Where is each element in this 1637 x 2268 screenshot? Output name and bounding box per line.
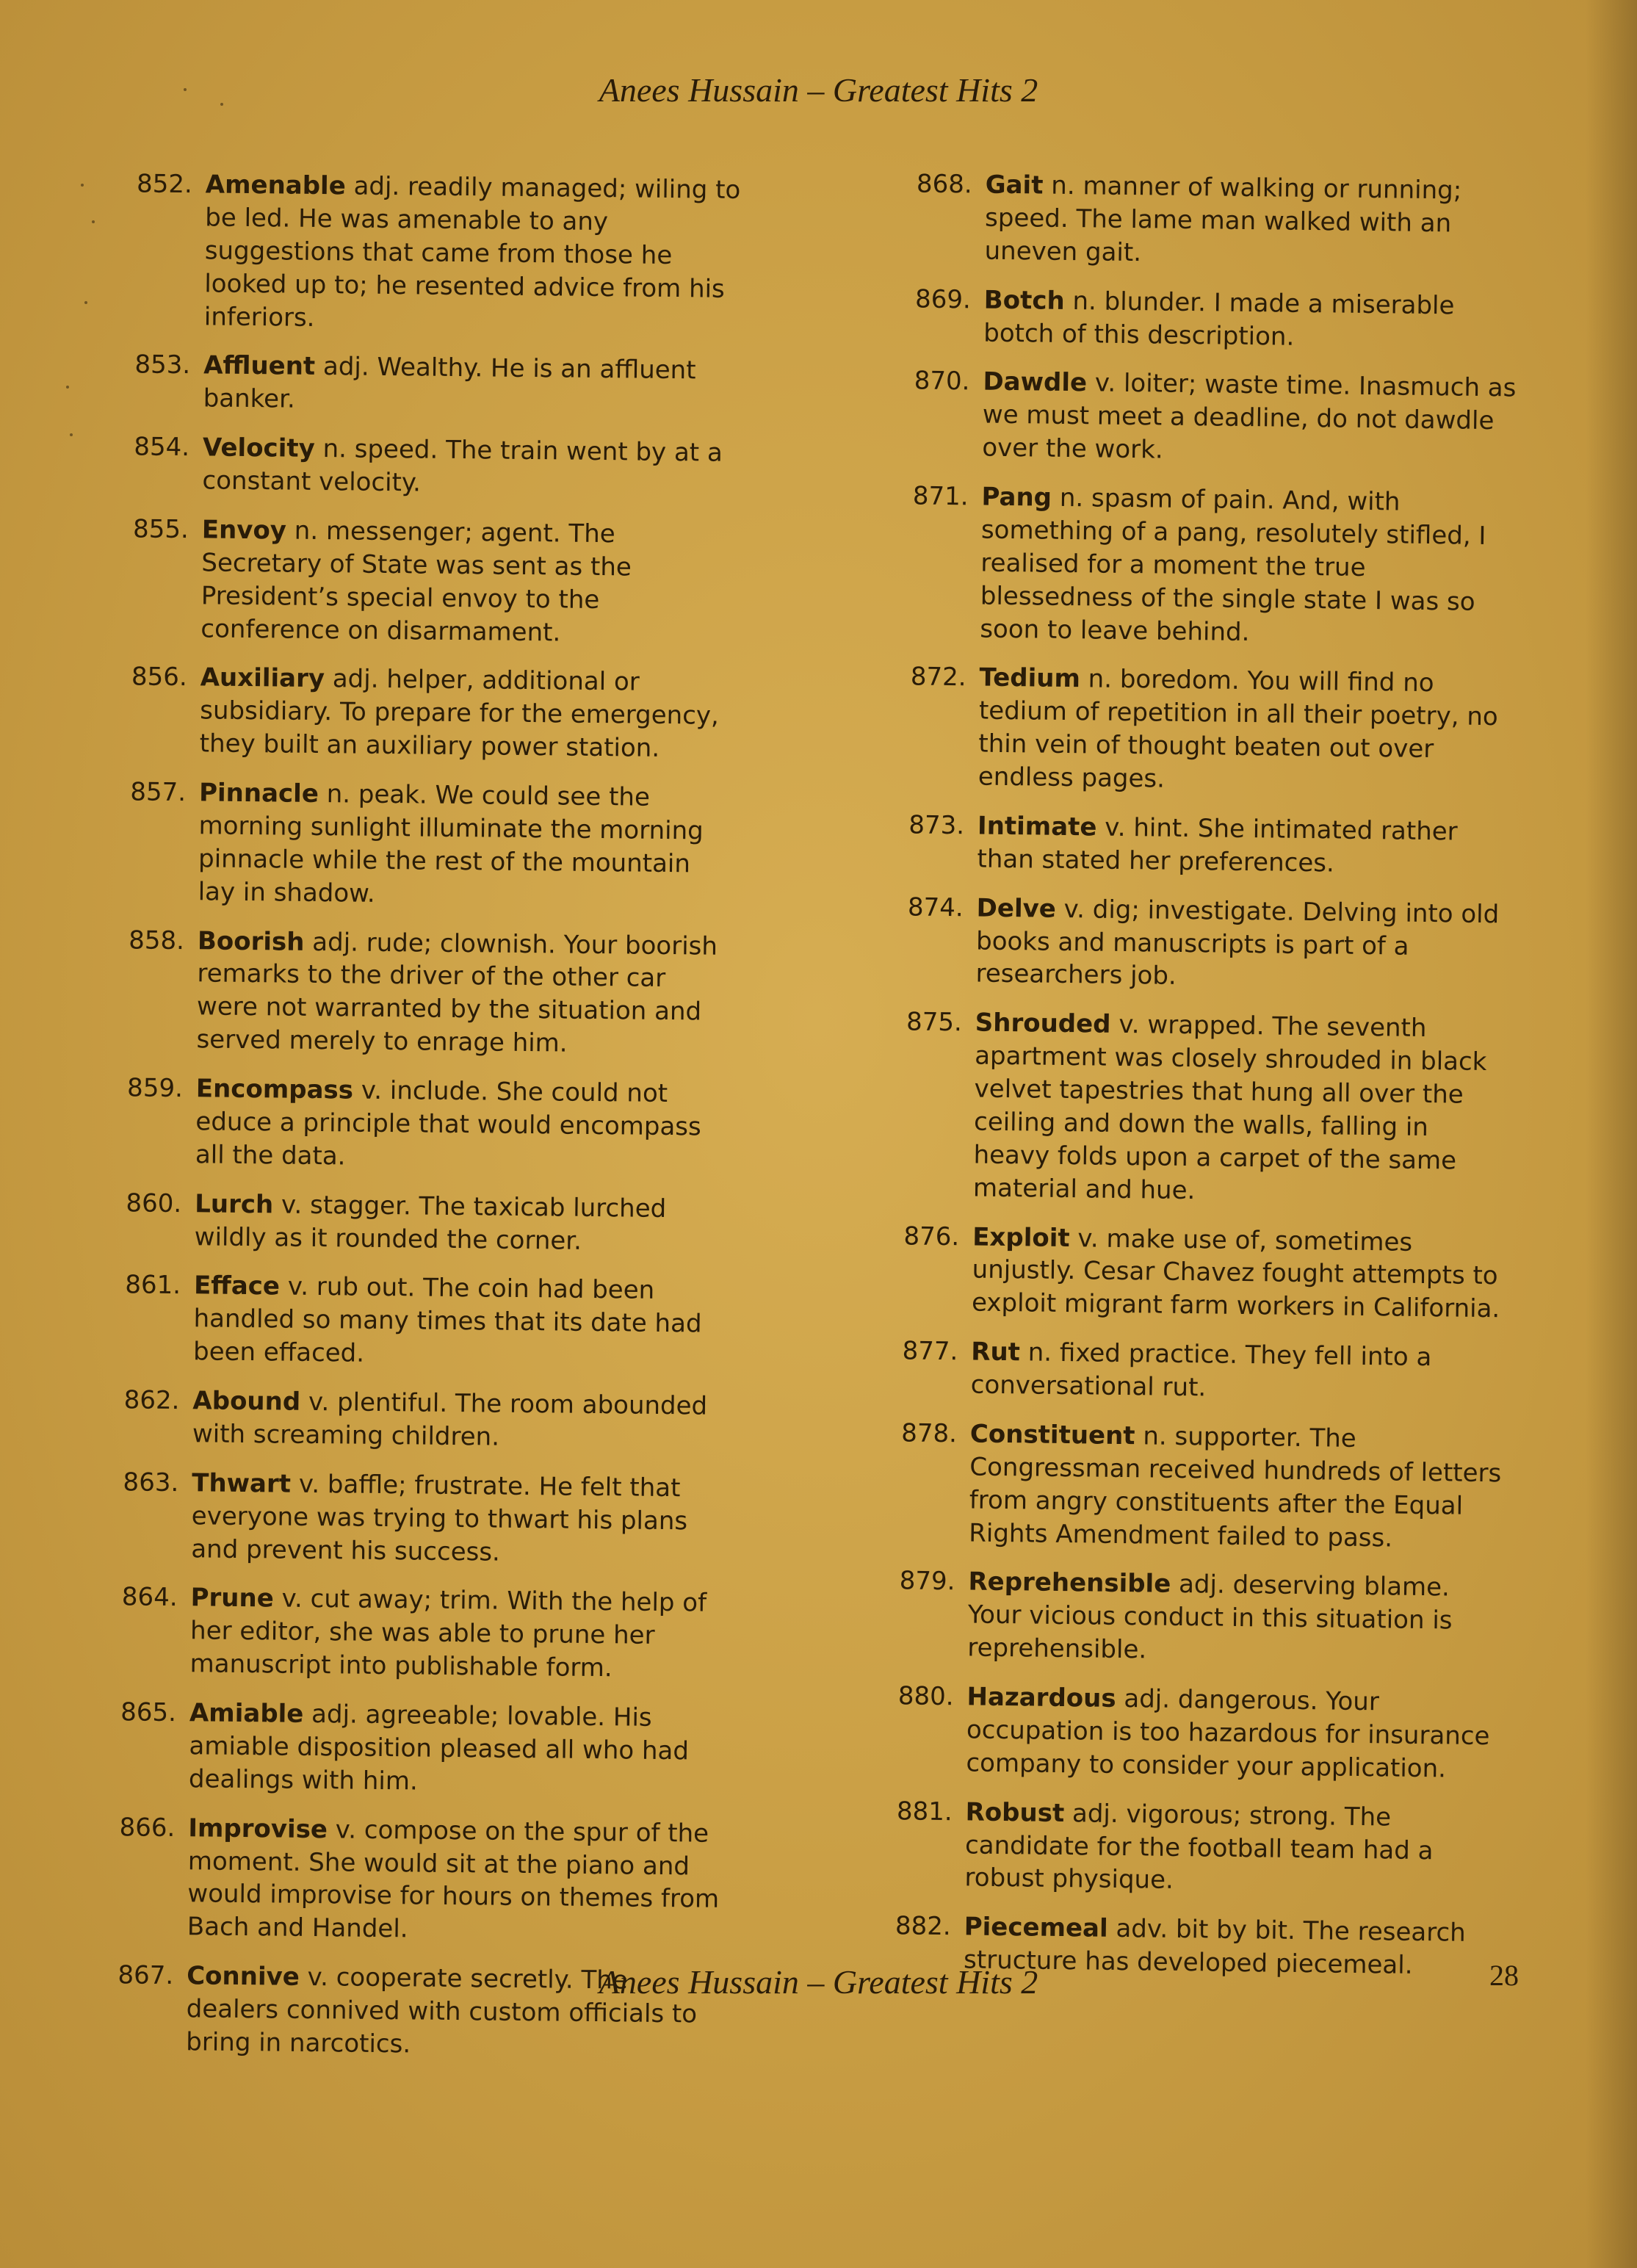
entry-text	[187, 1812, 725, 1949]
entry-text	[196, 925, 734, 1062]
vocab-entry	[97, 1384, 729, 1456]
vocab-entry	[109, 167, 742, 339]
entry-text	[189, 1697, 726, 1801]
entry-number: 872.	[910, 662, 966, 693]
entry-headword: Botch	[983, 285, 1065, 316]
entry-number: 852.	[136, 169, 192, 200]
entry-headword: Thwart	[192, 1468, 292, 1499]
entry-headword: Lurch	[195, 1188, 274, 1220]
entry-number: 882.	[895, 1911, 951, 1942]
entry-text	[964, 1796, 1502, 1902]
entry-headword: Delve	[976, 893, 1057, 924]
entry-number: 854.	[134, 432, 190, 463]
vocab-entry	[872, 1564, 1505, 1671]
entry-text	[969, 1418, 1506, 1556]
entry-headword: Pinnacle	[198, 778, 319, 809]
entry-number: 875.	[906, 1007, 963, 1038]
page-number: 28	[1489, 1959, 1519, 1992]
entry-number: 877.	[902, 1336, 958, 1367]
entry-definition: adj. readily managed; wiling to be led. He was amenable to any suggestions that came from those he looked up to; he resented advice from his inferiors.	[203, 171, 741, 333]
entry-number: 855.	[132, 514, 189, 545]
entry-definition: v. plentiful. The room abounded with screaming children.	[192, 1387, 708, 1452]
entry-number: 879.	[899, 1566, 955, 1597]
entry-text	[970, 1336, 1507, 1409]
entry-headword: Prune	[190, 1583, 274, 1614]
entry-headword: Auxiliary	[200, 662, 325, 694]
right-column	[868, 167, 1522, 1999]
entry-number: 865.	[120, 1697, 177, 1728]
entry-definition: v. cut away; trim. With the help of her editor, she was able to prune her manuscript into publishable form.	[189, 1583, 707, 1683]
entry-headword: Hazardous	[966, 1682, 1116, 1713]
entry-text	[983, 284, 1520, 356]
entry-headword: Affluent	[203, 350, 316, 382]
vocab-entry	[878, 1005, 1511, 1211]
entry-text	[975, 892, 1513, 997]
paper-speck	[81, 184, 84, 187]
vocab-entry	[881, 809, 1514, 882]
vocab-entry	[876, 1219, 1509, 1326]
entry-text	[980, 481, 1518, 652]
running-head: Anees Hussain – Greatest Hits 2	[599, 71, 1038, 109]
entry-number: 874.	[907, 892, 964, 922]
vocab-entry	[100, 1072, 732, 1177]
paper-speck	[70, 433, 73, 436]
entry-headword: Shrouded	[975, 1008, 1111, 1040]
entry-number: 861.	[125, 1270, 181, 1301]
vocab-entry	[889, 167, 1522, 274]
entry-definition: n. supporter. The Congressman received hundreds of letters from angry constituents after the Equal Rights Amendment failed to pass.	[969, 1421, 1502, 1553]
entry-definition: v. stagger. The taxicab lurched wildly as it rounded the corner.	[194, 1190, 667, 1256]
vocab-entry	[873, 1417, 1506, 1556]
entry-text	[973, 1007, 1511, 1211]
entry-definition: v. loiter; waste time. Inasmuch as we must meet a deadline, do not dawdle over the work.	[982, 368, 1517, 465]
entry-text	[966, 1680, 1503, 1786]
entry-headword: Tedium	[979, 662, 1081, 694]
vocab-entry	[105, 513, 738, 651]
vocab-entry	[869, 1794, 1502, 1901]
vocab-entry	[883, 660, 1516, 800]
vocab-entry	[888, 283, 1520, 356]
entry-text	[195, 1072, 732, 1177]
paper-speck	[66, 386, 69, 389]
entry-number: 873.	[908, 810, 965, 841]
entry-definition: v. rub out. The coin had been handled so many times that its date had been effaced.	[192, 1271, 702, 1368]
entry-headword: Amenable	[205, 170, 346, 201]
vocab-entry	[93, 1696, 726, 1802]
entry-text	[192, 1384, 729, 1456]
entry-definition: v. wrapped. The seventh apartment was closely shrouded in black velvet tapestries that hung all over the ceiling and down the walls, falling in heavy folds upon a carpet of the same material and hue.	[972, 1010, 1487, 1205]
entry-headword: Dawdle	[983, 366, 1088, 398]
entry-headword: Rut	[971, 1337, 1021, 1368]
entry-definition: v. baffle; frustrate. He felt that everyone was trying to thwart his plans and prevent his success.	[191, 1469, 688, 1567]
entry-headword: Velocity	[202, 433, 315, 464]
entry-definition: adj. deserving blame. Your vicious conduct in this situation is reprehensible.	[967, 1570, 1453, 1665]
vocab-entry	[102, 776, 735, 914]
entry-number: 856.	[131, 662, 187, 693]
entry-number: 869.	[914, 284, 972, 314]
entry-text	[193, 1270, 730, 1374]
entry-headword: Connive	[187, 1961, 300, 1992]
entry-headword: Improvise	[188, 1813, 328, 1844]
entry-headword: Encompass	[195, 1074, 354, 1105]
entry-definition: v. hint. She intimated rather than stated her preferences.	[977, 812, 1458, 878]
entry-number: 867.	[118, 1960, 174, 1991]
entry-number: 868.	[916, 169, 972, 200]
entry-text	[203, 350, 740, 421]
entry-number: 870.	[914, 366, 970, 397]
entry-headword: Boorish	[197, 925, 305, 957]
entry-text	[202, 431, 739, 502]
entry-definition: n. peak. We could see the morning sunlight illuminate the morning pinnacle while the rest of the mountain lay in shadow.	[198, 779, 704, 909]
entry-definition: adj. helper, additional or subsidiary. To prepare for the emergency, they built an auxiliary power station.	[199, 664, 720, 764]
entry-number: 864.	[121, 1582, 178, 1613]
entry-definition: v. cooperate secretly. The dealers connived with custom officials to bring in narcotics.	[186, 1962, 698, 2059]
entry-definition: n. fixed practice. They fell into a conversational rut.	[970, 1337, 1432, 1403]
entry-number: 876.	[903, 1221, 960, 1252]
entry-definition: adj. dangerous. Your occupation is too hazardous for insurance company to consider your application.	[966, 1683, 1490, 1784]
vocab-entry	[107, 348, 740, 421]
entry-headword: Robust	[965, 1797, 1065, 1828]
entry-headword: Exploit	[972, 1221, 1070, 1253]
vocab-entry	[106, 430, 739, 503]
entry-text	[978, 662, 1516, 800]
entry-text	[189, 1582, 726, 1686]
entry-number: 866.	[119, 1812, 176, 1843]
vocab-entry	[880, 891, 1513, 997]
entry-definition: n. speed. The train went by at a constant velocity.	[202, 434, 723, 498]
entry-number: 880.	[897, 1681, 954, 1712]
entry-text	[200, 662, 737, 766]
vocab-entry	[884, 480, 1518, 652]
entry-headword: Piecemeal	[964, 1912, 1108, 1944]
entry-headword: Constituent	[969, 1419, 1135, 1451]
entry-headword: Pang	[981, 482, 1052, 513]
entry-definition: v. dig; investigate. Delving into old books and manuscripts is part of a researchers job.	[975, 894, 1500, 992]
entry-definition: adj. vigorous; strong. The candidate for the football team had a robust physique.	[964, 1798, 1434, 1896]
entry-text	[967, 1566, 1505, 1672]
entry-text	[191, 1467, 728, 1571]
entry-headword: Gait	[985, 170, 1044, 201]
running-foot: Anees Hussain – Greatest Hits 2	[599, 1963, 1038, 2001]
entry-headword: Envoy	[201, 515, 287, 546]
entry-text	[200, 513, 738, 651]
entry-number: 878.	[901, 1418, 958, 1449]
paper-speck	[92, 220, 95, 223]
paper-speck	[84, 301, 87, 304]
entry-definition: adj. rude; clownish. Your boorish remarks to the driver of the other car were not warranted by the situation and served merely to enrage him.	[196, 927, 718, 1058]
entry-definition: v. make use of, sometimes unjustly. Cesar Chavez fought attempts to exploit migrant farm workers in California.	[971, 1223, 1500, 1324]
page-edge-shadow	[1586, 0, 1637, 2268]
vocab-entry	[875, 1335, 1507, 1408]
entry-definition: adj. agreeable; lovable. His amiable disposition pleased all who had dealings with him.	[188, 1699, 690, 1796]
entry-definition: n. messenger; agent. The Secretary of State was sent as the President’s special envoy to the conference on disarmament.	[200, 516, 632, 647]
entry-headword: Amiable	[189, 1698, 304, 1729]
entry-headword: Efface	[193, 1271, 281, 1301]
vocab-entry	[92, 1811, 725, 1949]
entry-text	[204, 168, 742, 339]
entry-number: 858.	[129, 925, 185, 956]
vocab-entry	[99, 1187, 731, 1260]
vocab-entry	[104, 660, 737, 766]
entry-number: 862.	[123, 1385, 180, 1416]
entry-number: 857.	[130, 777, 187, 808]
entry-number: 853.	[134, 350, 191, 380]
entry-text	[198, 776, 735, 914]
entry-definition: n. boredom. You will find no tedium of repetition in all their poetry, no thin vein of thought beaten out over endless pages.	[977, 664, 1498, 794]
left-column	[90, 167, 742, 2081]
entry-definition: n. blunder. I made a miserable botch of this description.	[983, 286, 1455, 352]
vocab-entry	[870, 1680, 1503, 1786]
entry-definition: adv. bit by bit. The research structure has developed piecemeal.	[963, 1914, 1466, 1980]
entry-headword: Abound	[192, 1386, 301, 1417]
vocab-entry	[886, 364, 1519, 471]
entry-number: 860.	[126, 1188, 182, 1218]
entry-text	[972, 1221, 1509, 1326]
entry-text	[982, 366, 1519, 472]
entry-definition: n. manner of walking or running; speed. The lame man walked with an uneven gait.	[984, 170, 1462, 267]
entry-text	[977, 809, 1514, 882]
entry-definition: v. include. She could not educe a principle that would encompass all the data.	[195, 1075, 701, 1171]
entry-text	[984, 169, 1522, 275]
entry-number: 871.	[912, 481, 969, 512]
entry-number: 863.	[123, 1467, 179, 1498]
entry-number: 881.	[896, 1796, 953, 1827]
entry-definition: v. compose on the spur of the moment. She would sit at the piano and would improvise for hours on themes from Bach and Handel.	[187, 1814, 720, 1944]
vocab-entry	[94, 1581, 726, 1686]
vocab-entry	[95, 1466, 728, 1572]
entry-headword: Reprehensible	[968, 1567, 1171, 1600]
entry-text	[195, 1188, 731, 1259]
entry-definition: adj. Wealthy. He is an affluent banker.	[203, 352, 696, 414]
entry-number: 859.	[126, 1073, 184, 1104]
vocab-entry	[101, 923, 734, 1061]
entry-definition: n. spasm of pain. And, with something of a pang, resolutely stifled, I realised for a moment the true blessedness of the single state I was so soon to leave behind.	[980, 483, 1486, 647]
entry-headword: Intimate	[977, 811, 1097, 842]
vocab-entry	[98, 1268, 730, 1374]
